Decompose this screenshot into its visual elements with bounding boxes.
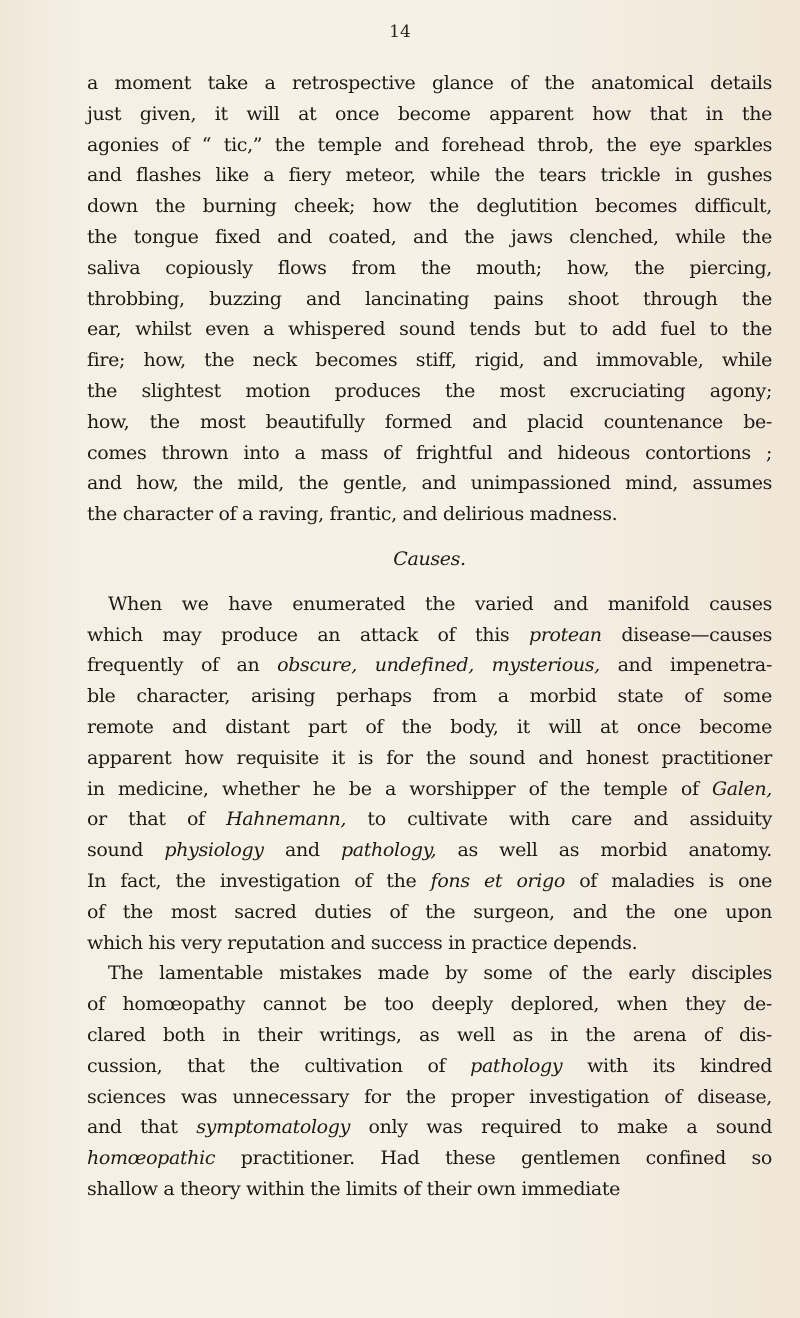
text-line: down the burning cheek; how the deglutition becomes difficult, xyxy=(87,195,772,218)
paragraph-2 xyxy=(87,589,772,959)
text-line: the character of a raving, frantic, and delirious madness. xyxy=(87,503,618,526)
section-heading: Causes. xyxy=(393,547,466,570)
text-line: clared both in their writings, as well as in the arena of dis- xyxy=(87,1023,772,1046)
text-line: remote and distant part of the body, it will at once become xyxy=(87,715,772,738)
text-line: and how, the mild, the gentle, and unimpassioned mind, assumes xyxy=(87,472,772,495)
text-line: of homœopathy cannot be too deeply deplored, when they de- xyxy=(87,993,772,1016)
text-line: In fact, the investigation of the fons et origo of maladies is one xyxy=(87,869,773,892)
text-line: fire; how, the neck becomes stiff, rigid, and immovable, while xyxy=(87,349,772,372)
text-line: throbbing, buzzing and lancinating pains shoot through the xyxy=(87,287,772,310)
body-text xyxy=(87,68,772,1205)
text-line: and that symptomatology only was required to make a sound xyxy=(87,1116,773,1139)
paragraph-1 xyxy=(87,68,772,530)
page-number: 14 xyxy=(389,22,411,42)
text-line: cussion, that the cultivation of pathology with its kindred xyxy=(87,1054,773,1077)
text-line: comes thrown into a mass of frightful and hideous contortions ; xyxy=(87,441,772,464)
text-line: in medicine, whether he be a worshipper of the temple of Galen, xyxy=(87,777,772,800)
paragraph-3 xyxy=(87,958,772,1204)
text-line: sound physiology and pathology, as well as morbid anatomy. xyxy=(87,839,772,862)
text-line: the tongue fixed and coated, and the jaws clenched, while the xyxy=(87,225,772,248)
text-line: sciences was unnecessary for the proper investigation of disease, xyxy=(87,1085,772,1108)
text-line: how, the most beautifully formed and placid countenance be- xyxy=(87,410,772,433)
text-line: the slightest motion produces the most excruciating agony; xyxy=(87,379,772,402)
text-line: When we have enumerated the varied and manifold causes xyxy=(108,592,772,615)
text-line: ble character, arising perhaps from a morbid state of some xyxy=(87,685,772,708)
text-line: saliva copiously flows from the mouth; how, the piercing, xyxy=(87,256,772,279)
text-line: a moment take a retrospective glance of the anatomical details xyxy=(87,72,772,94)
text-line: ear, whilst even a whispered sound tends but to add fuel to the xyxy=(87,318,772,341)
text-line: homœopathic practitioner. Had these gentlemen confined so xyxy=(87,1147,772,1170)
text-line: just given, it will at once become apparent how that in the xyxy=(87,102,772,125)
text-line: and flashes like a fiery meteor, while the tears trickle in gushes xyxy=(87,164,772,187)
text-line: shallow a theory within the limits of their own immediate xyxy=(87,1177,621,1200)
text-line: frequently of an obscure, undefined, mysterious, and impenetra- xyxy=(87,654,772,677)
text-line: which may produce an attack of this protean disease—causes xyxy=(87,623,773,646)
text-line: The lamentable mistakes made by some of the early disciples xyxy=(108,962,772,985)
text-line: agonies of “ tic,” the temple and forehead throb, the eye sparkles xyxy=(87,133,772,156)
text-line: apparent how requisite it is for the sound and honest practitioner xyxy=(87,746,772,769)
text-line: of the most sacred duties of the surgeon, and the one upon xyxy=(87,900,772,923)
text-line: or that of Hahnemann, to cultivate with care and assiduity xyxy=(87,808,772,831)
text-line: which his very reputation and success in practice depends. xyxy=(87,931,638,954)
